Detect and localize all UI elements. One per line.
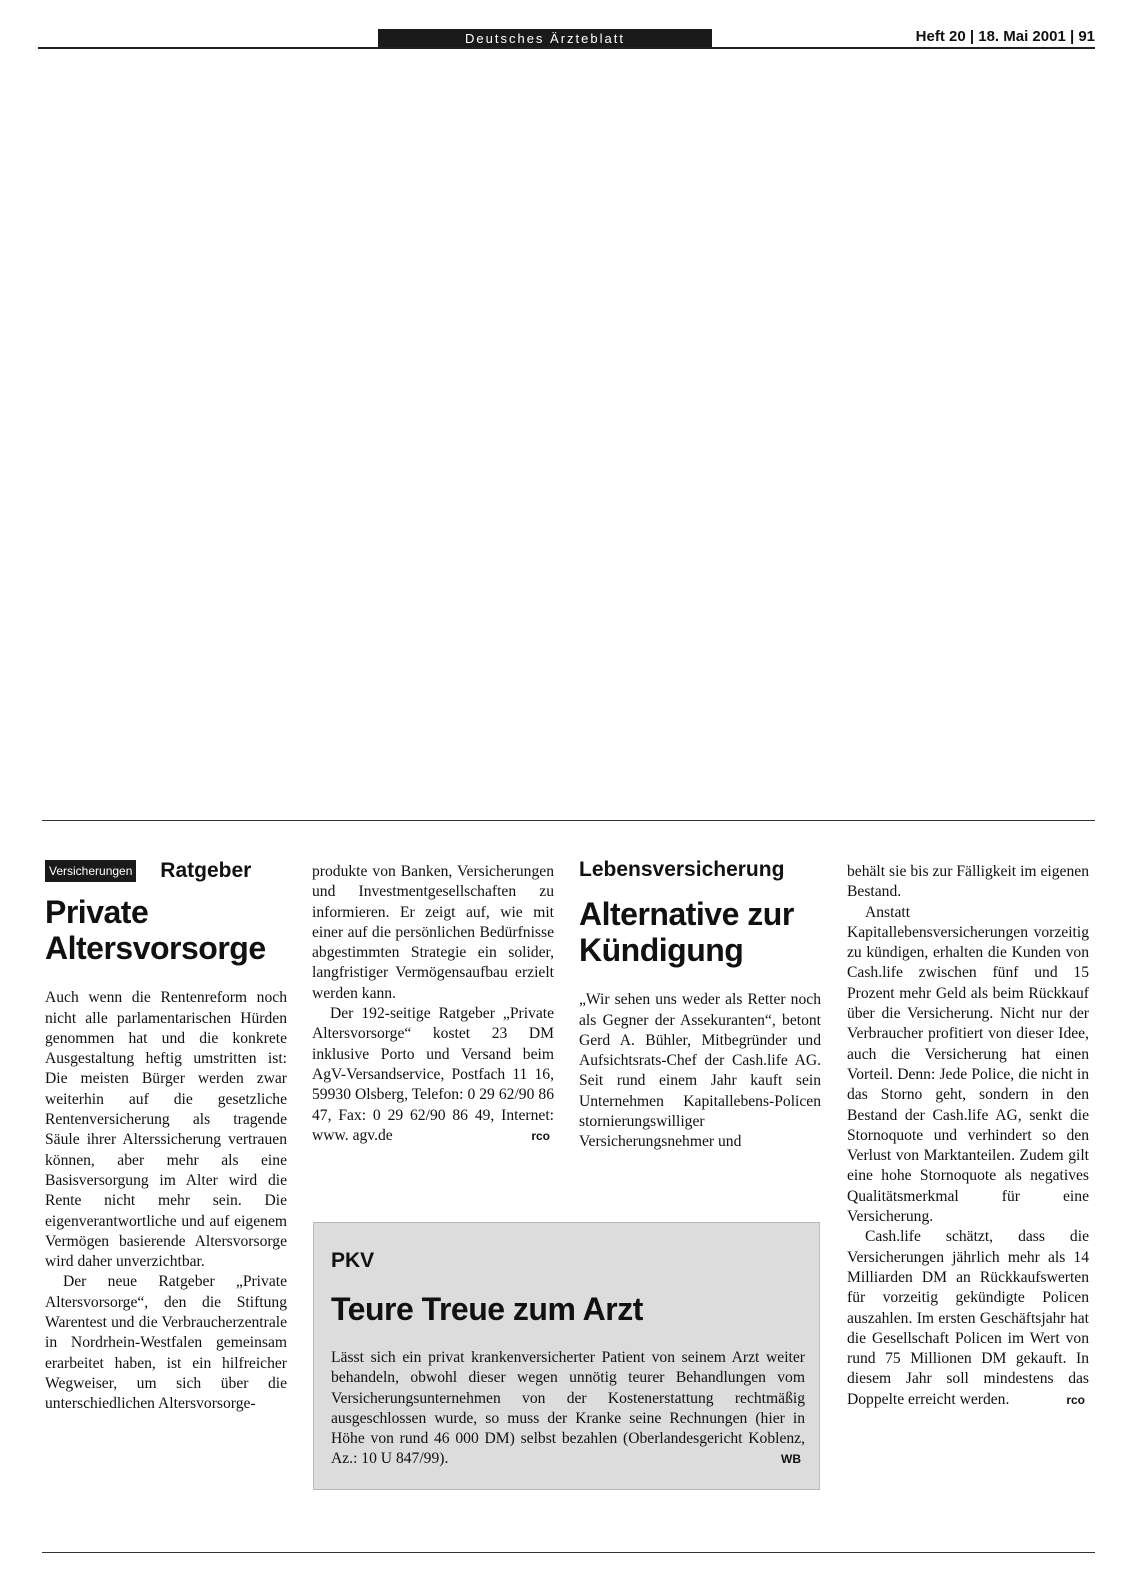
article2-column2 [847,862,1089,1410]
box-text-body: Lässt sich ein privat krankenversicherter Patient von seinem Arzt weiter behandeln, obwohl dieser wegen unnötig teurer Behandlungen vom Versicherungsunternehmen von der Kostenerstattung rechtmäßig ausgeschlossen wurde, so muss der Kranke seine Rechnungen (hier in Höhe von rund 46 000 DM) selbst bezahlen (Oberlandesgericht Koblenz, Az.: 10 U 847/99). [331,1349,805,1468]
box-text [331,1348,805,1470]
article2-column1 [579,860,821,1153]
article1-headline-line1: Private [45,894,149,931]
pkv-infobox [313,1222,820,1490]
box-headline: Teure Treue zum Arzt [331,1291,643,1327]
article1-headline-line2: Altersvorsorge [45,930,266,967]
article1-paragraph3-text: Der 192-seitige Ratgeber „Private Altersvorsorge“ kostet 23 DM inklusive Porto und Versand beim AgV-Versandservice, Postfach 11 16, 59930 Olsberg, Telefon: 0 29 62/90 86 47, Fax: 0 29 62/90 86 49, Internet: www. agv.de [312,1005,554,1144]
article1-paragraph1: Auch wenn die Rentenreform noch nicht alle parlamentarischen Hürden genommen hat und die konkrete Ausgestaltung heftig umstritten ist: Die meisten Bürger werden zwar weiterhin auf die gesetzliche Rentenversicherung als tragende Säule ihrer Alterssicherung vertrauen können, aber mehr als eine Basisversorgung im Alter wird die Rente nicht mehr sein. Die eigenverantwortliche und auf eigenem Vermögen basierende Altersvorsorge wird daher unverzichtbar. [45,989,287,1271]
article1-kicker: Ratgeber [160,859,252,882]
article1-signature: rco [531,1128,550,1143]
section-bottom-rule [42,1552,1095,1553]
article2-headline [579,896,821,968]
article2-kicker: Lebensversicherung [579,858,785,881]
header-rule [38,47,1095,49]
article2-paragraph3 [847,1227,1089,1410]
article1-paragraph2-cont: produkte von Banken, Versicherungen und Investmentgesellschaften zu informieren. Er zeigt auf, wie mit einer auf die persönlichen Bedürfnisse abgestimmten Strategie ein solider, langfristiger Vermögensaufbau erzielt werden kann. [312,863,554,1002]
issue-info: Heft 20 | 18. Mai 2001 | 91 [915,28,1095,45]
article1-column1 [45,860,287,1415]
journal-masthead: Deutsches Ärzteblatt [378,29,712,48]
article2-headline-line1: Alternative zur [579,896,794,933]
article2-headline-line2: Kündigung [579,932,744,969]
article2-signature: rco [1066,1392,1085,1407]
box-kicker: PKV [331,1249,375,1272]
article1-column2 [312,862,554,1146]
section-top-rule [42,820,1095,821]
article1-paragraph2: Der neue Ratgeber „Private Altersvorsorge“, den die Stiftung Warentest und die Verbraucherzentrale in Nordrhein-Westfalen gemeinsam erarbeitet haben, ist ein hilfreicher Wegweiser, um sich über die unterschiedlichen Altersvorsorge- [45,1273,287,1413]
section-tag: Versicherungen [45,860,136,882]
article1-paragraph3 [312,1004,554,1146]
box-signature: WB [781,1452,801,1467]
article2-paragraph1: „Wir sehen uns weder als Retter noch als Gegner der Assekuranten“, betont Gerd A. Bühler, Mitbegründer und Aufsichtsrats-Chef der Cash.life AG. Seit rund einem Jahr kauft sein Unternehmen Kapitallebens-Policen stornierungswilliger Versicherungsnehmer und [579,991,821,1151]
article1-headline [45,894,287,966]
article2-paragraph1-cont: behält sie bis zur Fälligkeit im eigenen Bestand. [847,863,1089,901]
article2-paragraph2: Anstatt Kapitallebensversicherungen vorzeitig zu kündigen, erhalten die Kunden von Cash.life zwischen fünf und 15 Prozent mehr Geld als beim Rückkauf über die Versicherung. Nicht nur der Verbraucher profitiert von dieser Idee, auch die Versicherung hat einen Vorteil. Denn: Jede Police, die nicht in das Storno geht, sondern in den Bestand der Cash.life AG, senkt die Stornoquote und verhindert so den Verlust von Marktanteilen. Zudem gilt eine hohe Stornoquote als negatives Qualitätsmerkmal für eine Versicherung. [847,903,1089,1226]
article2-paragraph3-text: Cash.life schätzt, dass die Versicherungen jährlich mehr als 14 Milliarden DM an Rückkaufswerten für vorzeitig gekündigte Policen auszahlen. Im ersten Geschäftsjahr hat die Gesellschaft Policen im Wert von rund 75 Millionen DM gekauft. In diesem Jahr soll mindestens das Doppelte erreicht werden. [847,1228,1089,1408]
